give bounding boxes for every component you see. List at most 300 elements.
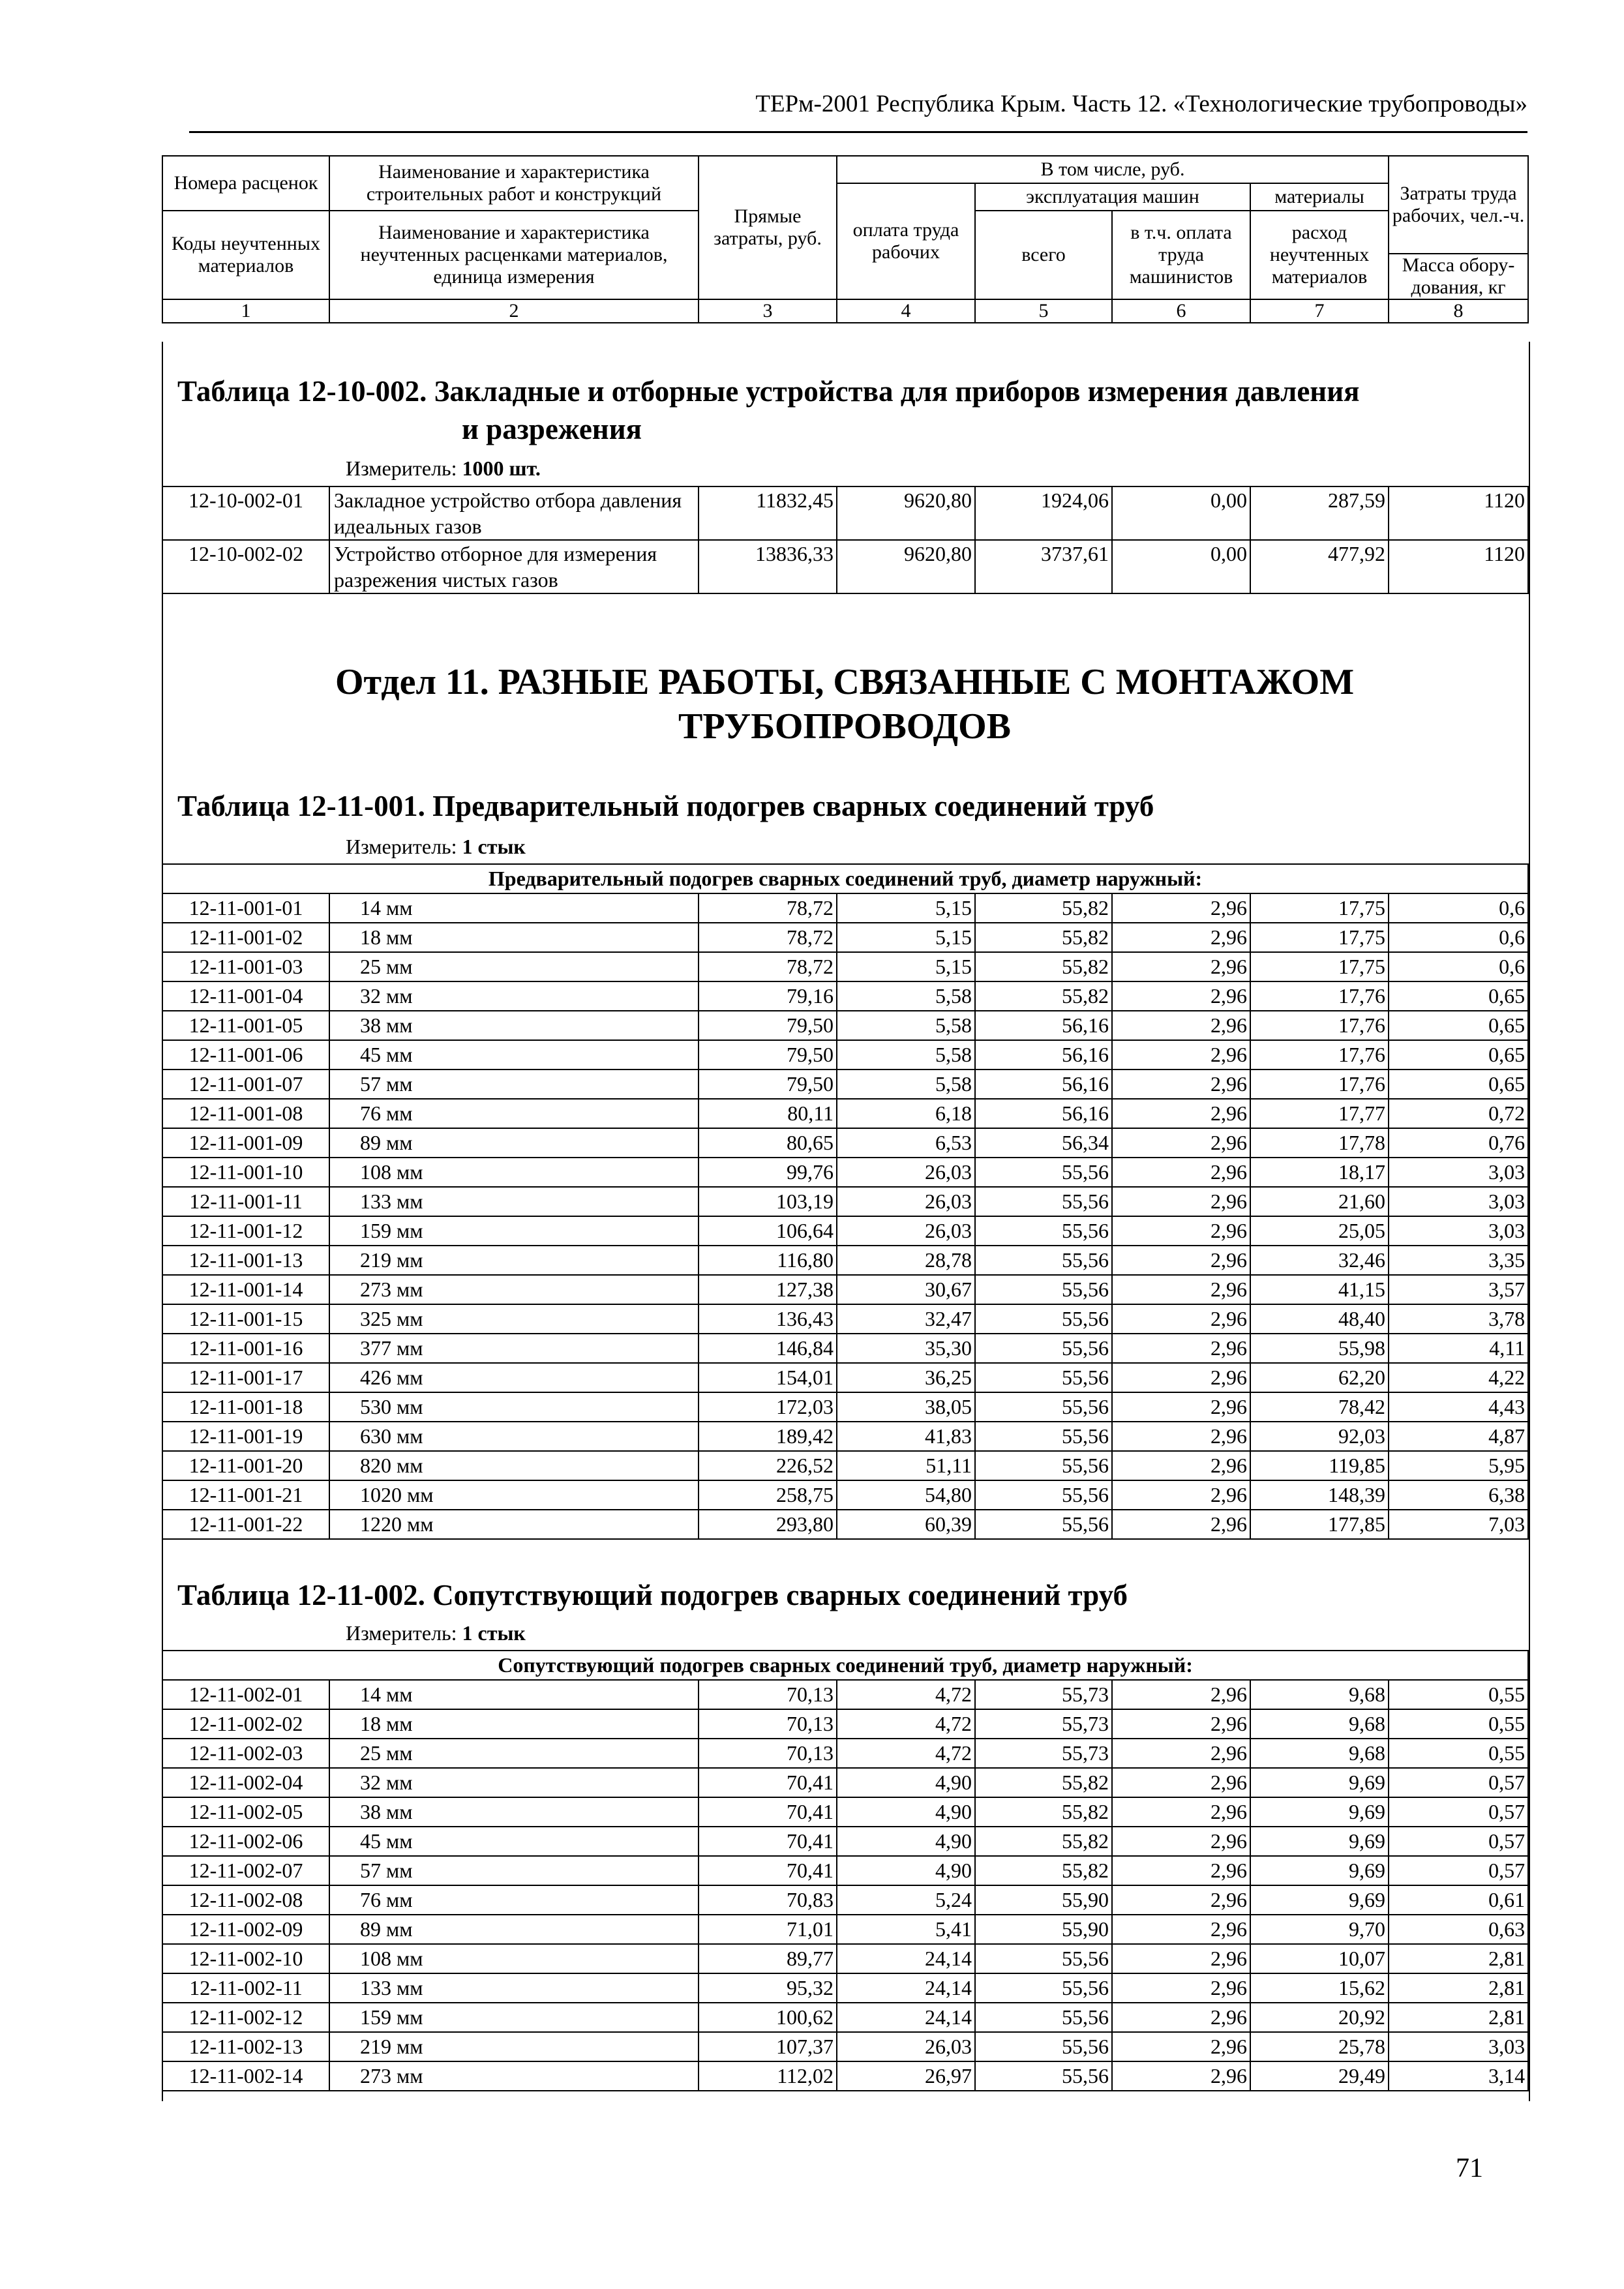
labor-hours: 1120 bbox=[1389, 486, 1528, 540]
table-row bbox=[162, 923, 1528, 952]
labor-pay: 5,58 bbox=[837, 981, 975, 1011]
labor-hours: 0,72 bbox=[1389, 1099, 1528, 1128]
direct-cost: 95,32 bbox=[699, 1973, 837, 2003]
table-row bbox=[162, 2061, 1528, 2091]
machines-total: 56,16 bbox=[975, 1070, 1112, 1099]
machines-total: 55,82 bbox=[975, 1797, 1112, 1827]
machines-total: 55,82 bbox=[975, 981, 1112, 1011]
item-name: 89 мм bbox=[329, 1128, 699, 1158]
head-col1-top: Номера расценок bbox=[162, 156, 329, 211]
table-row bbox=[162, 1040, 1528, 1070]
machines-total: 55,56 bbox=[975, 1246, 1112, 1275]
rate-code: 12-10-002-02 bbox=[162, 540, 329, 593]
direct-cost: 70,13 bbox=[699, 1680, 837, 1709]
item-name: 219 мм bbox=[329, 2032, 699, 2061]
materials-cost: 9,68 bbox=[1250, 1739, 1389, 1768]
machines-total: 55,56 bbox=[975, 1304, 1112, 1334]
item-name: 57 мм bbox=[329, 1070, 699, 1099]
labor-hours: 7,03 bbox=[1389, 1510, 1528, 1539]
machines-total: 55,82 bbox=[975, 923, 1112, 952]
unit-value: 1000 шт. bbox=[462, 456, 541, 480]
item-name: 25 мм bbox=[329, 1739, 699, 1768]
machinist-pay: 2,96 bbox=[1112, 1768, 1250, 1797]
labor-pay: 26,03 bbox=[837, 2032, 975, 2061]
machinist-pay: 2,96 bbox=[1112, 952, 1250, 981]
rate-code: 12-11-001-17 bbox=[162, 1363, 329, 1392]
labor-hours: 0,57 bbox=[1389, 1856, 1528, 1885]
machinist-pay: 2,96 bbox=[1112, 1856, 1250, 1885]
machines-total: 55,56 bbox=[975, 1510, 1112, 1539]
direct-cost: 70,83 bbox=[699, 1885, 837, 1915]
machinist-pay: 2,96 bbox=[1112, 1304, 1250, 1334]
col-number: 4 bbox=[837, 299, 975, 323]
unit-12-11-001 bbox=[346, 833, 526, 860]
machinist-pay: 2,96 bbox=[1112, 1216, 1250, 1246]
labor-hours: 4,22 bbox=[1389, 1363, 1528, 1392]
labor-hours: 3,57 bbox=[1389, 1275, 1528, 1304]
machinist-pay: 2,96 bbox=[1112, 1422, 1250, 1451]
table-row bbox=[162, 540, 1528, 593]
item-name: 530 мм bbox=[329, 1392, 699, 1422]
materials-cost: 9,69 bbox=[1250, 1827, 1389, 1856]
machines-total: 55,56 bbox=[975, 1275, 1112, 1304]
direct-cost: 70,13 bbox=[699, 1739, 837, 1768]
labor-pay: 5,15 bbox=[837, 952, 975, 981]
section-title-cont: ТРУБОПРОВОДОВ bbox=[678, 706, 1011, 747]
col-number: 6 bbox=[1112, 299, 1250, 323]
table-row bbox=[162, 1915, 1528, 1944]
item-name: 38 мм bbox=[329, 1797, 699, 1827]
table-row bbox=[162, 893, 1528, 923]
labor-pay: 24,14 bbox=[837, 2003, 975, 2032]
page-number: 71 bbox=[1456, 2153, 1483, 2183]
table-row bbox=[162, 1768, 1528, 1797]
materials-cost: 18,17 bbox=[1250, 1158, 1389, 1187]
item-name: 630 мм bbox=[329, 1422, 699, 1451]
item-name: 133 мм bbox=[329, 1973, 699, 2003]
machines-total: 1924,06 bbox=[975, 486, 1112, 540]
subheading-row bbox=[162, 1651, 1528, 1680]
direct-cost: 80,11 bbox=[699, 1099, 837, 1128]
machines-total: 55,82 bbox=[975, 893, 1112, 923]
table-row bbox=[162, 1680, 1528, 1709]
machines-total: 55,82 bbox=[975, 952, 1112, 981]
direct-cost: 79,50 bbox=[699, 1011, 837, 1040]
materials-cost: 20,92 bbox=[1250, 2003, 1389, 2032]
materials-cost: 477,92 bbox=[1250, 540, 1389, 593]
col-number: 1 bbox=[162, 299, 329, 323]
direct-cost: 146,84 bbox=[699, 1334, 837, 1363]
rate-code: 12-11-001-14 bbox=[162, 1275, 329, 1304]
item-name: 426 мм bbox=[329, 1363, 699, 1392]
materials-cost: 9,70 bbox=[1250, 1915, 1389, 1944]
direct-cost: 13836,33 bbox=[699, 540, 837, 593]
labor-hours: 3,03 bbox=[1389, 2032, 1528, 2061]
machinist-pay: 2,96 bbox=[1112, 1680, 1250, 1709]
item-name: 108 мм bbox=[329, 1944, 699, 1973]
direct-cost: 78,72 bbox=[699, 952, 837, 981]
rate-code: 12-11-001-18 bbox=[162, 1392, 329, 1422]
rate-code: 12-11-002-12 bbox=[162, 2003, 329, 2032]
machines-total: 55,56 bbox=[975, 2061, 1112, 2091]
head-col2-bottom: Наименование и характеристика неучтенных расценками материалов, единица измерения bbox=[329, 211, 699, 299]
table-row bbox=[162, 2003, 1528, 2032]
table-row bbox=[162, 1216, 1528, 1246]
section-title: Отдел 11. РАЗНЫЕ РАБОТЫ, СВЯЗАННЫЕ С МОНТАЖОМ bbox=[335, 662, 1355, 702]
materials-cost: 29,49 bbox=[1250, 2061, 1389, 2091]
materials-cost: 17,76 bbox=[1250, 1070, 1389, 1099]
unit-12-11-002 bbox=[346, 1620, 526, 1646]
machines-total: 56,16 bbox=[975, 1040, 1112, 1070]
labor-pay: 35,30 bbox=[837, 1334, 975, 1363]
labor-hours: 3,03 bbox=[1389, 1216, 1528, 1246]
table-row bbox=[162, 1099, 1528, 1128]
item-name: 32 мм bbox=[329, 981, 699, 1011]
direct-cost: 70,41 bbox=[699, 1768, 837, 1797]
labor-hours: 0,65 bbox=[1389, 1040, 1528, 1070]
direct-cost: 106,64 bbox=[699, 1216, 837, 1246]
table-subheading: Предварительный подогрев сварных соединений труб, диаметр наружный: bbox=[162, 864, 1528, 893]
machines-total: 55,56 bbox=[975, 1451, 1112, 1480]
labor-hours: 4,11 bbox=[1389, 1334, 1528, 1363]
materials-cost: 78,42 bbox=[1250, 1392, 1389, 1422]
item-name: 14 мм bbox=[329, 1680, 699, 1709]
table-subheading: Сопутствующий подогрев сварных соединений труб, диаметр наружный: bbox=[162, 1651, 1528, 1680]
head-col1-bottom: Коды неучтенных материалов bbox=[162, 211, 329, 299]
machines-total: 55,73 bbox=[975, 1739, 1112, 1768]
machines-total: 56,16 bbox=[975, 1011, 1112, 1040]
materials-cost: 21,60 bbox=[1250, 1187, 1389, 1216]
machinist-pay: 2,96 bbox=[1112, 1944, 1250, 1973]
materials-cost: 55,98 bbox=[1250, 1334, 1389, 1363]
item-name: 18 мм bbox=[329, 1709, 699, 1739]
machines-total: 55,56 bbox=[975, 2003, 1112, 2032]
labor-pay: 4,90 bbox=[837, 1797, 975, 1827]
machines-total: 55,82 bbox=[975, 1768, 1112, 1797]
head-col6: в т.ч. оплата труда машинистов bbox=[1112, 211, 1250, 299]
item-name: 377 мм bbox=[329, 1334, 699, 1363]
rate-code: 12-11-002-08 bbox=[162, 1885, 329, 1915]
rate-code: 12-11-002-06 bbox=[162, 1827, 329, 1856]
rate-code: 12-11-001-11 bbox=[162, 1187, 329, 1216]
table-row bbox=[162, 1510, 1528, 1539]
labor-pay: 9620,80 bbox=[837, 540, 975, 593]
direct-cost: 112,02 bbox=[699, 2061, 837, 2091]
materials-cost: 148,39 bbox=[1250, 1480, 1389, 1510]
materials-cost: 17,75 bbox=[1250, 893, 1389, 923]
machines-total: 56,34 bbox=[975, 1128, 1112, 1158]
materials-cost: 9,69 bbox=[1250, 1797, 1389, 1827]
machinist-pay: 2,96 bbox=[1112, 1739, 1250, 1768]
machines-total: 3737,61 bbox=[975, 540, 1112, 593]
rate-code: 12-11-001-05 bbox=[162, 1011, 329, 1040]
labor-hours: 0,65 bbox=[1389, 981, 1528, 1011]
unit-value: 1 стык bbox=[462, 1621, 526, 1645]
labor-hours: 0,57 bbox=[1389, 1797, 1528, 1827]
item-name: 45 мм bbox=[329, 1040, 699, 1070]
table-row bbox=[162, 1158, 1528, 1187]
rate-code: 12-11-001-09 bbox=[162, 1128, 329, 1158]
direct-cost: 78,72 bbox=[699, 923, 837, 952]
labor-hours: 2,81 bbox=[1389, 1944, 1528, 1973]
rate-code: 12-11-001-15 bbox=[162, 1304, 329, 1334]
machinist-pay: 2,96 bbox=[1112, 1158, 1250, 1187]
table-title-12-10-002-cont: и разрежения bbox=[462, 413, 642, 445]
labor-hours: 2,81 bbox=[1389, 2003, 1528, 2032]
machines-total: 55,56 bbox=[975, 1944, 1112, 1973]
head-materials: материалы bbox=[1250, 183, 1389, 211]
machinist-pay: 0,00 bbox=[1112, 486, 1250, 540]
rate-code: 12-11-002-13 bbox=[162, 2032, 329, 2061]
machines-total: 55,56 bbox=[975, 1392, 1112, 1422]
machines-total: 55,56 bbox=[975, 1216, 1112, 1246]
machinist-pay: 2,96 bbox=[1112, 1973, 1250, 2003]
machinist-pay: 2,96 bbox=[1112, 1128, 1250, 1158]
labor-pay: 32,47 bbox=[837, 1304, 975, 1334]
col-number: 8 bbox=[1389, 299, 1528, 323]
labor-pay: 30,67 bbox=[837, 1275, 975, 1304]
labor-pay: 5,41 bbox=[837, 1915, 975, 1944]
labor-pay: 26,03 bbox=[837, 1187, 975, 1216]
materials-cost: 17,77 bbox=[1250, 1099, 1389, 1128]
rate-code: 12-11-002-07 bbox=[162, 1856, 329, 1885]
labor-pay: 4,72 bbox=[837, 1709, 975, 1739]
table-title-12-11-001: Таблица 12-11-001. Предварительный подогрев сварных соединений труб bbox=[177, 790, 1154, 822]
direct-cost: 127,38 bbox=[699, 1275, 837, 1304]
direct-cost: 71,01 bbox=[699, 1915, 837, 1944]
labor-pay: 5,15 bbox=[837, 923, 975, 952]
item-name: 14 мм bbox=[329, 893, 699, 923]
table-12-11-001 bbox=[162, 863, 1529, 1540]
labor-pay: 9620,80 bbox=[837, 486, 975, 540]
col-number: 3 bbox=[699, 299, 837, 323]
labor-hours: 4,43 bbox=[1389, 1392, 1528, 1422]
direct-cost: 99,76 bbox=[699, 1158, 837, 1187]
direct-cost: 11832,45 bbox=[699, 486, 837, 540]
materials-cost: 287,59 bbox=[1250, 486, 1389, 540]
materials-cost: 9,69 bbox=[1250, 1768, 1389, 1797]
item-name: 32 мм bbox=[329, 1768, 699, 1797]
rate-code: 12-11-001-04 bbox=[162, 981, 329, 1011]
labor-hours: 0,6 bbox=[1389, 923, 1528, 952]
head-machines: эксплуатация машин bbox=[975, 183, 1250, 211]
labor-hours: 2,81 bbox=[1389, 1973, 1528, 2003]
header-rule bbox=[189, 131, 1527, 133]
head-col3: Прямые затраты, руб. bbox=[699, 156, 837, 299]
unit-label: Измеритель: bbox=[346, 1621, 457, 1645]
materials-cost: 10,07 bbox=[1250, 1944, 1389, 1973]
item-name: 820 мм bbox=[329, 1451, 699, 1480]
direct-cost: 80,65 bbox=[699, 1128, 837, 1158]
labor-hours: 0,55 bbox=[1389, 1709, 1528, 1739]
table-row bbox=[162, 1070, 1528, 1099]
rate-code: 12-11-002-14 bbox=[162, 2061, 329, 2091]
labor-hours: 3,78 bbox=[1389, 1304, 1528, 1334]
machines-total: 55,56 bbox=[975, 1158, 1112, 1187]
machinist-pay: 2,96 bbox=[1112, 2032, 1250, 2061]
column-header-table bbox=[162, 155, 1529, 323]
table-title-12-11-002: Таблица 12-11-002. Сопутствующий подогрев сварных соединений труб bbox=[177, 1579, 1128, 1611]
table-row bbox=[162, 1797, 1528, 1827]
labor-hours: 3,35 bbox=[1389, 1246, 1528, 1275]
labor-pay: 5,58 bbox=[837, 1011, 975, 1040]
item-name: 133 мм bbox=[329, 1187, 699, 1216]
machines-total: 55,56 bbox=[975, 1187, 1112, 1216]
item-name: Устройство отборное для измерения разрежения чистых газов bbox=[329, 540, 699, 593]
direct-cost: 107,37 bbox=[699, 2032, 837, 2061]
direct-cost: 70,41 bbox=[699, 1797, 837, 1827]
machines-total: 55,90 bbox=[975, 1915, 1112, 1944]
labor-hours: 4,87 bbox=[1389, 1422, 1528, 1451]
labor-pay: 6,18 bbox=[837, 1099, 975, 1128]
machinist-pay: 2,96 bbox=[1112, 1510, 1250, 1539]
direct-cost: 78,72 bbox=[699, 893, 837, 923]
labor-pay: 4,72 bbox=[837, 1739, 975, 1768]
head-col7: расход неучтенных материалов bbox=[1250, 211, 1389, 299]
col-number: 7 bbox=[1250, 299, 1389, 323]
table-row bbox=[162, 1856, 1528, 1885]
labor-hours: 0,6 bbox=[1389, 952, 1528, 981]
machines-total: 55,56 bbox=[975, 2032, 1112, 2061]
labor-hours: 0,65 bbox=[1389, 1011, 1528, 1040]
rate-code: 12-11-002-05 bbox=[162, 1797, 329, 1827]
materials-cost: 41,15 bbox=[1250, 1275, 1389, 1304]
labor-pay: 5,58 bbox=[837, 1040, 975, 1070]
head-incl: В том числе, руб. bbox=[837, 156, 1389, 183]
unit-12-10-002 bbox=[346, 455, 541, 481]
labor-hours: 1120 bbox=[1389, 540, 1528, 593]
table-row bbox=[162, 1187, 1528, 1216]
direct-cost: 79,50 bbox=[699, 1040, 837, 1070]
rate-code: 12-11-001-06 bbox=[162, 1040, 329, 1070]
item-name: Закладное устройство отбора давления идеальных газов bbox=[329, 486, 699, 540]
rate-code: 12-10-002-01 bbox=[162, 486, 329, 540]
labor-pay: 26,97 bbox=[837, 2061, 975, 2091]
head-col8-bottom: Масса обору-дования, кг bbox=[1389, 254, 1528, 299]
machinist-pay: 2,96 bbox=[1112, 1334, 1250, 1363]
item-name: 1220 мм bbox=[329, 1510, 699, 1539]
subheading-row bbox=[162, 864, 1528, 893]
machinist-pay: 2,96 bbox=[1112, 1480, 1250, 1510]
item-name: 38 мм bbox=[329, 1011, 699, 1040]
machines-total: 55,82 bbox=[975, 1856, 1112, 1885]
machinist-pay: 2,96 bbox=[1112, 1827, 1250, 1856]
item-name: 273 мм bbox=[329, 2061, 699, 2091]
rate-code: 12-11-001-12 bbox=[162, 1216, 329, 1246]
table-row bbox=[162, 1422, 1528, 1451]
direct-cost: 226,52 bbox=[699, 1451, 837, 1480]
materials-cost: 15,62 bbox=[1250, 1973, 1389, 2003]
machinist-pay: 2,96 bbox=[1112, 1363, 1250, 1392]
labor-pay: 28,78 bbox=[837, 1246, 975, 1275]
rate-code: 12-11-002-11 bbox=[162, 1973, 329, 2003]
labor-pay: 24,14 bbox=[837, 1973, 975, 2003]
machines-total: 55,56 bbox=[975, 1363, 1112, 1392]
labor-pay: 60,39 bbox=[837, 1510, 975, 1539]
table-row bbox=[162, 952, 1528, 981]
table-12-11-002 bbox=[162, 1650, 1529, 2091]
machinist-pay: 0,00 bbox=[1112, 540, 1250, 593]
rate-code: 12-11-002-02 bbox=[162, 1709, 329, 1739]
labor-pay: 36,25 bbox=[837, 1363, 975, 1392]
item-name: 25 мм bbox=[329, 952, 699, 981]
machinist-pay: 2,96 bbox=[1112, 1011, 1250, 1040]
direct-cost: 258,75 bbox=[699, 1480, 837, 1510]
machinist-pay: 2,96 bbox=[1112, 1709, 1250, 1739]
labor-pay: 4,90 bbox=[837, 1856, 975, 1885]
rate-code: 12-11-001-02 bbox=[162, 923, 329, 952]
rate-code: 12-11-001-16 bbox=[162, 1334, 329, 1363]
table-row bbox=[162, 981, 1528, 1011]
unit-label: Измеритель: bbox=[346, 835, 457, 858]
direct-cost: 70,41 bbox=[699, 1856, 837, 1885]
machines-total: 55,56 bbox=[975, 1480, 1112, 1510]
table-row bbox=[162, 1246, 1528, 1275]
rate-code: 12-11-002-10 bbox=[162, 1944, 329, 1973]
labor-pay: 6,53 bbox=[837, 1128, 975, 1158]
item-name: 159 мм bbox=[329, 2003, 699, 2032]
materials-cost: 25,78 bbox=[1250, 2032, 1389, 2061]
machinist-pay: 2,96 bbox=[1112, 2061, 1250, 2091]
labor-pay: 38,05 bbox=[837, 1392, 975, 1422]
item-name: 159 мм bbox=[329, 1216, 699, 1246]
item-name: 76 мм bbox=[329, 1099, 699, 1128]
item-name: 108 мм bbox=[329, 1158, 699, 1187]
labor-pay: 26,03 bbox=[837, 1158, 975, 1187]
item-name: 45 мм bbox=[329, 1827, 699, 1856]
labor-pay: 4,90 bbox=[837, 1827, 975, 1856]
materials-cost: 25,05 bbox=[1250, 1216, 1389, 1246]
direct-cost: 100,62 bbox=[699, 2003, 837, 2032]
materials-cost: 17,75 bbox=[1250, 952, 1389, 981]
table-row bbox=[162, 1334, 1528, 1363]
machines-total: 55,56 bbox=[975, 1973, 1112, 2003]
table-row bbox=[162, 2032, 1528, 2061]
table-12-10-002 bbox=[162, 486, 1529, 594]
materials-cost: 9,69 bbox=[1250, 1885, 1389, 1915]
item-name: 219 мм bbox=[329, 1246, 699, 1275]
machines-total: 55,82 bbox=[975, 1827, 1112, 1856]
machinist-pay: 2,96 bbox=[1112, 1246, 1250, 1275]
running-header: ТЕРм-2001 Республика Крым. Часть 12. «Технологические трубопроводы» bbox=[755, 91, 1527, 117]
rate-code: 12-11-001-01 bbox=[162, 893, 329, 923]
rate-code: 12-11-002-09 bbox=[162, 1915, 329, 1944]
direct-cost: 89,77 bbox=[699, 1944, 837, 1973]
machinist-pay: 2,96 bbox=[1112, 1040, 1250, 1070]
labor-pay: 4,90 bbox=[837, 1768, 975, 1797]
item-name: 1020 мм bbox=[329, 1480, 699, 1510]
table-row bbox=[162, 1275, 1528, 1304]
table-row bbox=[162, 486, 1528, 540]
machinist-pay: 2,96 bbox=[1112, 1275, 1250, 1304]
materials-cost: 17,75 bbox=[1250, 923, 1389, 952]
table-row bbox=[162, 1885, 1528, 1915]
machinist-pay: 2,96 bbox=[1112, 1451, 1250, 1480]
direct-cost: 70,13 bbox=[699, 1709, 837, 1739]
machinist-pay: 2,96 bbox=[1112, 1392, 1250, 1422]
head-col8-top: Затраты труда рабочих, чел.-ч. bbox=[1389, 156, 1528, 254]
machinist-pay: 2,96 bbox=[1112, 1797, 1250, 1827]
labor-pay: 5,24 bbox=[837, 1885, 975, 1915]
direct-cost: 136,43 bbox=[699, 1304, 837, 1334]
labor-pay: 4,72 bbox=[837, 1680, 975, 1709]
table-row bbox=[162, 1011, 1528, 1040]
direct-cost: 79,16 bbox=[699, 981, 837, 1011]
labor-pay: 41,83 bbox=[837, 1422, 975, 1451]
rate-code: 12-11-001-07 bbox=[162, 1070, 329, 1099]
labor-pay: 54,80 bbox=[837, 1480, 975, 1510]
materials-cost: 17,76 bbox=[1250, 1040, 1389, 1070]
